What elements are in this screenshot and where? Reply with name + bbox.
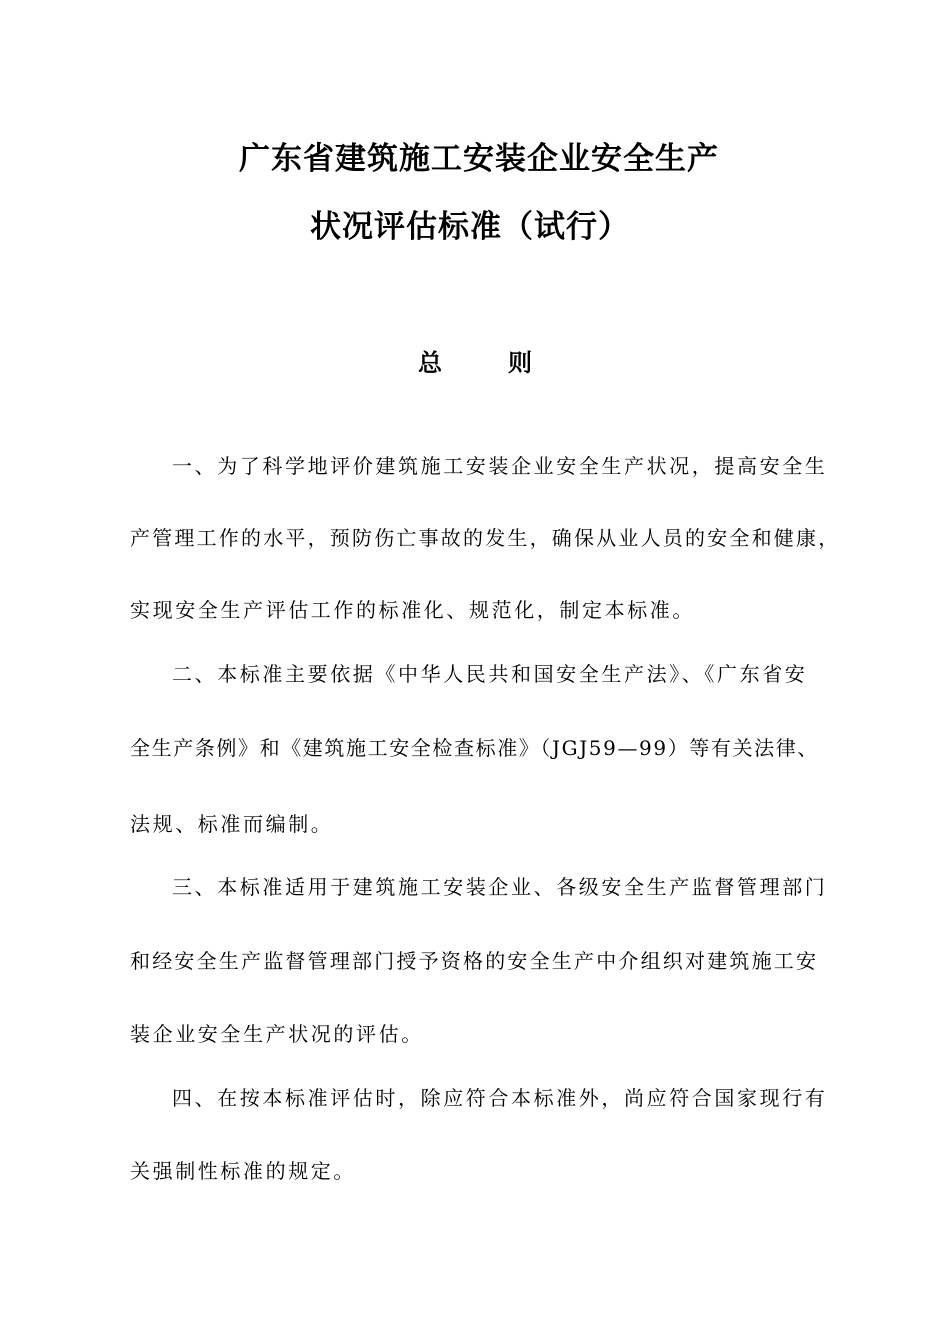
section-heading-char2: 则	[508, 349, 532, 377]
paragraph-line: 关强制性标准的规定。	[130, 1159, 356, 1183]
section-heading-char1: 总	[418, 349, 442, 377]
document-title-line1: 广东省建筑施工安装企业安全生产	[239, 141, 719, 177]
document-title-line2: 状况评估标准（试行）	[310, 209, 630, 245]
paragraph-line: 装企业安全生产状况的评估。	[130, 1022, 424, 1046]
paragraph-line: 四、在按本标准评估时，除应符合本标准外，尚应符合国家现行有	[172, 1086, 828, 1110]
paragraph-line: 产管理工作的水平，预防伤亡事故的发生，确保从业人员的安全和健康，	[130, 526, 841, 550]
paragraph-line: 全生产条例》和《建筑施工安全检查标准》（JGJ59—99）等有关法律、	[130, 736, 819, 760]
paragraph-line: 实现安全生产评估工作的标准化、规范化，制定本标准。	[130, 598, 695, 622]
paragraph-line: 和经安全生产监督管理部门授予资格的安全生产中介组织对建筑施工安	[130, 949, 819, 973]
section-heading	[0, 343, 950, 378]
paragraph-line: 二、本标准主要依据《中华人民共和国安全生产法》、《广东省安	[172, 662, 808, 686]
paragraph-line: 法规、标准而编制。	[130, 812, 334, 836]
paragraph-line: 一、为了科学地评价建筑施工安装企业安全生产状况，提高安全生	[172, 454, 828, 478]
paragraph-line: 三、本标准适用于建筑施工安装企业、各级安全生产监督管理部门	[172, 875, 828, 899]
